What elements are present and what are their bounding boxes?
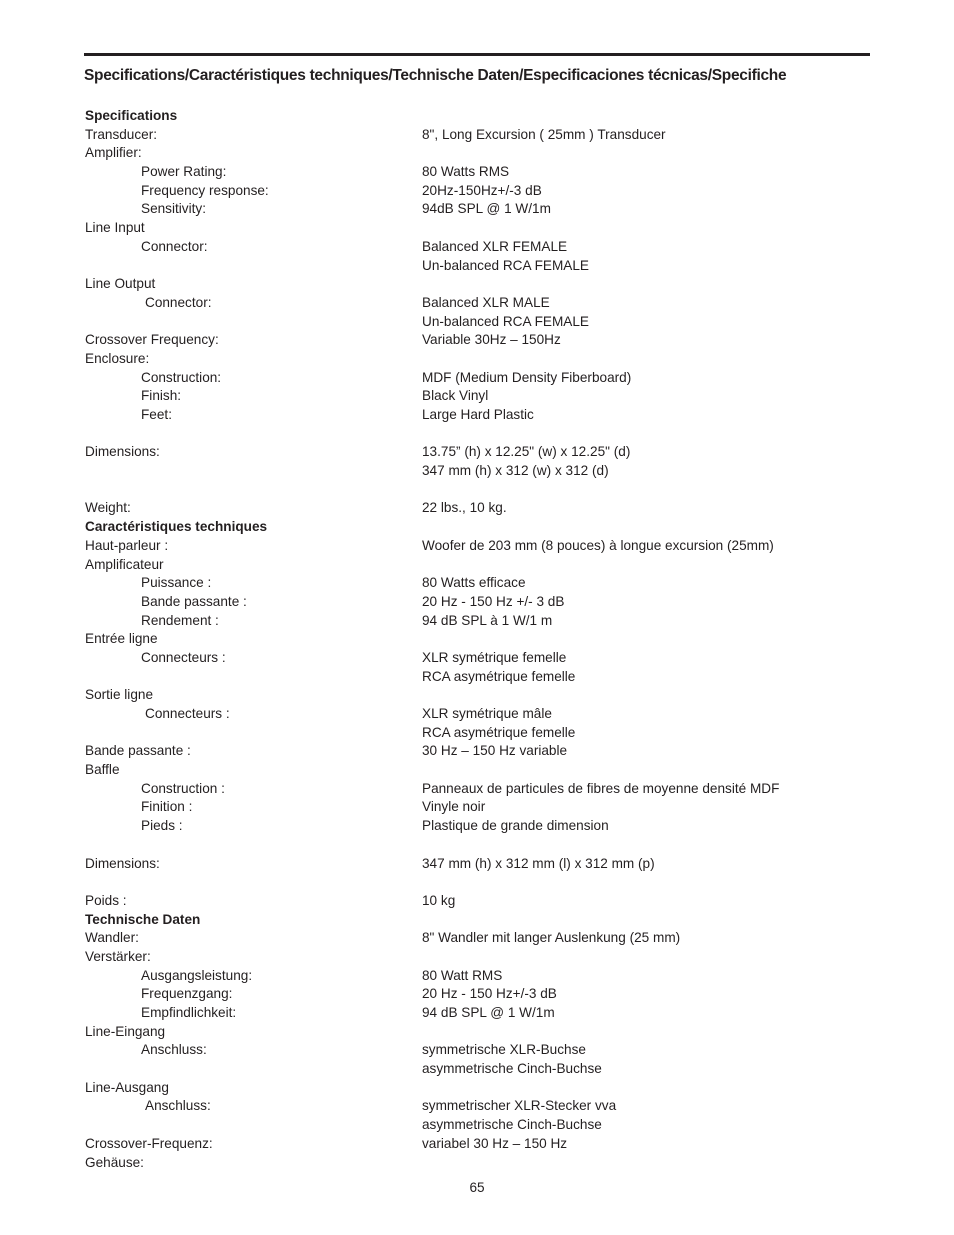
spec-value: asymmetrische Cinch-Buchse [422, 1117, 602, 1133]
spec-value: 94dB SPL @ 1 W/1m [422, 201, 551, 217]
spec-row [85, 313, 865, 332]
spec-label: Dimensions: [85, 855, 160, 871]
spec-label: Power Rating: [141, 164, 227, 180]
spec-row [85, 107, 865, 126]
spec-label: Frequenzgang: [141, 986, 233, 1002]
spec-value: 94 dB SPL à 1 W/1 m [422, 612, 553, 628]
spec-row [85, 967, 865, 986]
spec-label: Construction : [141, 780, 225, 796]
spec-value: Plastique de grande dimension [422, 818, 609, 834]
section-heading: Specifications [85, 108, 178, 123]
spec-label: Connector: [141, 238, 208, 254]
spec-row [85, 873, 865, 892]
spec-row [85, 892, 865, 911]
spec-label: Finish: [141, 388, 182, 404]
spec-value: Large Hard Plastic [422, 407, 534, 422]
spec-label: Anschluss: [141, 1042, 207, 1058]
spec-row [85, 518, 865, 537]
spec-value: 30 Hz – 150 Hz variable [422, 743, 568, 759]
spec-row [85, 761, 865, 780]
spec-value: 94 dB SPL @ 1 W/1m [422, 1005, 555, 1020]
spec-value: Un-balanced RCA FEMALE [422, 257, 589, 273]
spec-value: Panneaux de particules de fibres de moyenne densité MDF [422, 780, 780, 796]
spec-label: Connecteurs : [145, 706, 230, 721]
spec-row [85, 649, 865, 668]
section-heading: Caractéristiques techniques [85, 519, 268, 535]
spec-value: 80 Watts RMS [422, 164, 510, 180]
spec-value: 20 Hz - 150 Hz+/-3 dB [422, 986, 557, 1002]
spec-label: Pieds : [141, 818, 183, 834]
spec-label: Entrée ligne [85, 631, 158, 647]
spec-row [85, 1023, 865, 1042]
spec-label: Connector: [145, 294, 212, 310]
spec-value: Un-balanced RCA FEMALE [422, 313, 589, 329]
spec-row [85, 406, 865, 425]
spec-value: variabel 30 Hz – 150 Hz [422, 1135, 568, 1151]
spec-row [85, 948, 865, 967]
spec-value: 80 Watts efficace [422, 575, 526, 591]
spec-label: Connecteurs : [141, 649, 226, 665]
spec-row [85, 1154, 865, 1173]
spec-label: Frequency response: [141, 182, 269, 198]
section-heading: Technische Daten [85, 911, 201, 927]
spec-value: XLR symétrique mâle [422, 706, 552, 721]
spec-row [85, 425, 865, 444]
spec-row [85, 612, 865, 631]
spec-row [85, 985, 865, 1004]
header-rule [84, 53, 870, 56]
spec-label: Sortie ligne [85, 687, 154, 703]
spec-row [85, 331, 865, 350]
spec-label: Line-Eingang [85, 1023, 166, 1039]
spec-label: Line Input [85, 220, 145, 236]
spec-row [85, 443, 865, 462]
spec-label: Rendement : [141, 612, 219, 628]
spec-row [85, 1116, 865, 1135]
spec-row [85, 911, 865, 930]
spec-value: symmetrische XLR-Buchse [422, 1042, 586, 1058]
spec-row [85, 1097, 865, 1116]
spec-row [85, 705, 865, 724]
spec-row [85, 798, 865, 817]
spec-row [85, 499, 865, 518]
spec-row [85, 574, 865, 593]
spec-label: Amplifier: [85, 145, 142, 161]
spec-label: Puissance : [141, 575, 212, 591]
spec-value: asymmetrische Cinch-Buchse [422, 1061, 602, 1077]
spec-row [85, 855, 865, 874]
spec-value: 10 kg [422, 892, 456, 908]
spec-value: Vinyle noir [422, 799, 486, 815]
spec-value: 13.75” (h) x 12.25" (w) x 12.25" (d) [422, 444, 631, 460]
spec-row [85, 462, 865, 481]
spec-row [85, 1004, 865, 1023]
spec-label: Line Output [85, 276, 156, 292]
spec-label: Crossover Frequency: [85, 332, 219, 348]
spec-value: 8", Long Excursion ( 25mm ) Transducer [422, 126, 666, 142]
spec-value: 8" Wandler mit langer Auslenkung (25 mm) [422, 930, 681, 946]
spec-value: 20 Hz - 150 Hz +/- 3 dB [422, 593, 565, 609]
spec-label: Empfindlichkeit: [141, 1005, 237, 1020]
spec-table [85, 107, 865, 1172]
spec-label: Line-Ausgang [85, 1079, 169, 1095]
spec-row [85, 182, 865, 201]
spec-label: Verstärker: [85, 948, 151, 964]
spec-row [85, 238, 865, 257]
spec-label: Weight: [85, 500, 131, 516]
spec-label: Wandler: [85, 930, 139, 946]
spec-row [85, 126, 865, 145]
spec-row [85, 1041, 865, 1060]
spec-row [85, 481, 865, 500]
spec-row [85, 294, 865, 313]
spec-label: Ausgangsleistung: [141, 967, 253, 983]
spec-label: Crossover-Frequenz: [85, 1135, 213, 1151]
spec-value: Balanced XLR MALE [422, 294, 550, 310]
spec-value: RCA asymétrique femelle [422, 668, 576, 684]
spec-row [85, 219, 865, 238]
page-title: Specifications/Caractéristiques techniques/Technische Daten/Especificaciones técnicas/Specifiche [84, 67, 787, 84]
spec-value: 22 lbs., 10 kg. [422, 500, 507, 516]
spec-row [85, 537, 865, 556]
spec-row [85, 630, 865, 649]
spec-value: RCA asymétrique femelle [422, 724, 576, 740]
spec-row [85, 369, 865, 388]
spec-row [85, 742, 865, 761]
spec-row [85, 556, 865, 575]
spec-value: symmetrischer XLR-Stecker vva [422, 1098, 617, 1114]
spec-row [85, 200, 865, 219]
spec-label: Haut-parleur : [85, 537, 169, 553]
spec-row [85, 1060, 865, 1079]
spec-row [85, 836, 865, 855]
spec-value: Woofer de 203 mm (8 pouces) à longue excursion (25mm) [422, 537, 774, 553]
spec-value: 80 Watt RMS [422, 967, 503, 983]
spec-value: Black Vinyl [422, 388, 489, 404]
spec-value: 20Hz-150Hz+/-3 dB [422, 182, 542, 198]
spec-label: Gehäuse: [85, 1154, 144, 1170]
spec-row [85, 668, 865, 687]
spec-label: Construction: [141, 369, 222, 385]
spec-label: Bande passante : [85, 743, 191, 759]
spec-row [85, 144, 865, 163]
spec-row [85, 350, 865, 369]
spec-row [85, 1079, 865, 1098]
spec-label: Sensitivity: [141, 201, 206, 217]
spec-label: Transducer: [85, 126, 158, 142]
spec-row [85, 780, 865, 799]
page-number: 65 [469, 1180, 485, 1195]
spec-label: Finition : [141, 799, 193, 815]
spec-label: Enclosure: [85, 350, 150, 366]
spec-value: Variable 30Hz – 150Hz [422, 332, 561, 348]
spec-row [85, 686, 865, 705]
spec-row [85, 387, 865, 406]
spec-value: MDF (Medium Density Fiberboard) [422, 369, 632, 385]
spec-value: 347 mm (h) x 312 mm (l) x 312 mm (p) [422, 855, 655, 871]
spec-row [85, 593, 865, 612]
spec-label: Anschluss: [145, 1098, 211, 1114]
spec-row [85, 1135, 865, 1154]
spec-row [85, 257, 865, 276]
spec-row [85, 724, 865, 743]
spec-label: Bande passante : [141, 593, 247, 609]
spec-row [85, 817, 865, 836]
spec-label: Dimensions: [85, 444, 160, 460]
spec-label: Feet: [141, 407, 172, 422]
spec-row [85, 929, 865, 948]
spec-value: XLR symétrique femelle [422, 649, 567, 665]
spec-label: Baffle [85, 762, 120, 778]
spec-row [85, 163, 865, 182]
spec-label: Poids : [85, 892, 127, 908]
spec-value: 347 mm (h) x 312 (w) x 312 (d) [422, 463, 609, 479]
spec-value: Balanced XLR FEMALE [422, 238, 568, 254]
spec-label: Amplificateur [85, 556, 164, 572]
spec-row [85, 275, 865, 294]
